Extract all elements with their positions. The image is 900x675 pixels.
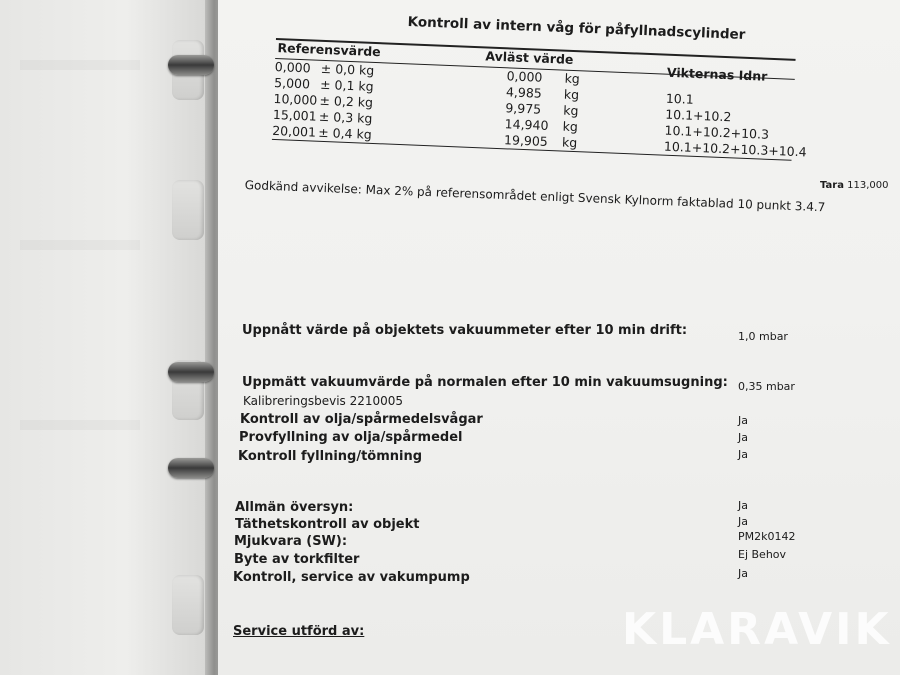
vacuum-normal-label: Uppmätt vakuumvärde på normalen efter 10 min vakuumsugning: bbox=[242, 375, 728, 390]
cell-read: 0,000 bbox=[506, 68, 543, 85]
overview-value: PM2k0142 bbox=[738, 530, 796, 543]
cell-reference: 15,001 bbox=[272, 106, 317, 124]
left-page-shading bbox=[20, 420, 140, 430]
cell-tolerance: ± 0,1 kg bbox=[319, 76, 374, 94]
binder-ring bbox=[168, 55, 214, 75]
vacuum-normal-value: 0,35 mbar bbox=[738, 380, 795, 393]
document-page bbox=[218, 0, 900, 675]
check-label: Kontroll av olja/spårmedelsvågar bbox=[240, 412, 483, 427]
overview-label: Täthetskontroll av objekt bbox=[235, 517, 420, 532]
cell-tolerance: ± 0,0 kg bbox=[320, 60, 375, 78]
cell-reference: 0,000 bbox=[274, 58, 311, 76]
overview-label: Mjukvara (SW): bbox=[234, 534, 348, 549]
cell-unit: kg bbox=[562, 118, 579, 135]
check-value: Ja bbox=[738, 414, 748, 427]
cell-tolerance: ± 0,3 kg bbox=[318, 108, 373, 126]
cell-weights: 10.1 bbox=[665, 90, 695, 107]
binder-tab bbox=[172, 575, 204, 635]
vacuum-gauge-label: Uppnått värde på objektets vakuummeter efter 10 min drift: bbox=[242, 323, 688, 338]
cell-unit: kg bbox=[564, 70, 581, 87]
header-read: Avläst värde bbox=[485, 48, 574, 67]
check-value: Ja bbox=[738, 448, 748, 461]
page-title: Kontroll av intern våg för påfyllnadscylinder bbox=[407, 14, 746, 43]
vacuum-gauge-value: 1,0 mbar bbox=[738, 330, 788, 343]
overview-value: Ej Behov bbox=[738, 548, 787, 561]
left-page-shading bbox=[20, 60, 140, 70]
overview-label: Kontroll, service av vakumpump bbox=[233, 570, 470, 585]
cell-read: 9,975 bbox=[505, 100, 542, 117]
calibration-number: 2210005 bbox=[349, 394, 404, 408]
tara-value bbox=[820, 180, 889, 191]
document-sheet bbox=[218, 0, 900, 675]
service-by-label: Service utförd av: bbox=[233, 624, 365, 639]
tara-label: Tara bbox=[820, 180, 844, 191]
binder-ring bbox=[168, 362, 214, 382]
header-reference: Referensvärde bbox=[277, 40, 382, 60]
cell-read: 4,985 bbox=[505, 84, 543, 101]
cell-tolerance: ± 0,2 kg bbox=[319, 92, 374, 110]
calibration-line bbox=[243, 394, 403, 408]
binder-tab bbox=[172, 180, 204, 240]
cell-reference: 20,001 bbox=[271, 122, 317, 140]
check-label: Provfyllning av olja/spårmedel bbox=[239, 430, 463, 445]
watermark-logo: KLARAVIK bbox=[622, 604, 892, 655]
cell-tolerance: ± 0,4 kg bbox=[317, 124, 372, 142]
scale-check-table bbox=[271, 38, 807, 161]
tolerance-note: Godkänd avvikelse: Max 2% på referensområdet enligt Svensk Kylnorm faktablad 10 punkt 3.4.7 bbox=[244, 178, 826, 215]
cell-weights: 10.1+10.2 bbox=[664, 106, 732, 125]
overview-label: Byte av torkfilter bbox=[234, 552, 360, 567]
cell-weights: 10.1+10.2+10.3+10.4 bbox=[663, 138, 807, 160]
cell-reference: 10,000 bbox=[273, 90, 318, 108]
left-page-shading bbox=[20, 240, 140, 250]
cell-unit: kg bbox=[563, 102, 579, 119]
overview-value: Ja bbox=[738, 567, 748, 580]
tara-number: 113,000 bbox=[847, 180, 889, 191]
cell-read: 14,940 bbox=[504, 116, 549, 133]
cell-read: 19,905 bbox=[503, 132, 549, 149]
overview-label: Allmän översyn: bbox=[235, 500, 354, 515]
left-page bbox=[0, 0, 210, 675]
cell-unit: kg bbox=[561, 134, 578, 151]
cell-weights: 10.1+10.2+10.3 bbox=[664, 122, 770, 142]
overview-value: Ja bbox=[738, 515, 748, 528]
binder-ring bbox=[168, 458, 214, 478]
cell-reference: 5,000 bbox=[273, 74, 311, 92]
check-value: Ja bbox=[738, 431, 748, 444]
calibration-label: Kalibreringsbevis bbox=[243, 394, 346, 408]
overview-value: Ja bbox=[738, 499, 748, 512]
header-weights: Vikternas Idnr bbox=[666, 64, 768, 84]
cell-unit: kg bbox=[563, 86, 580, 103]
check-label: Kontroll fyllning/tömning bbox=[238, 449, 423, 464]
